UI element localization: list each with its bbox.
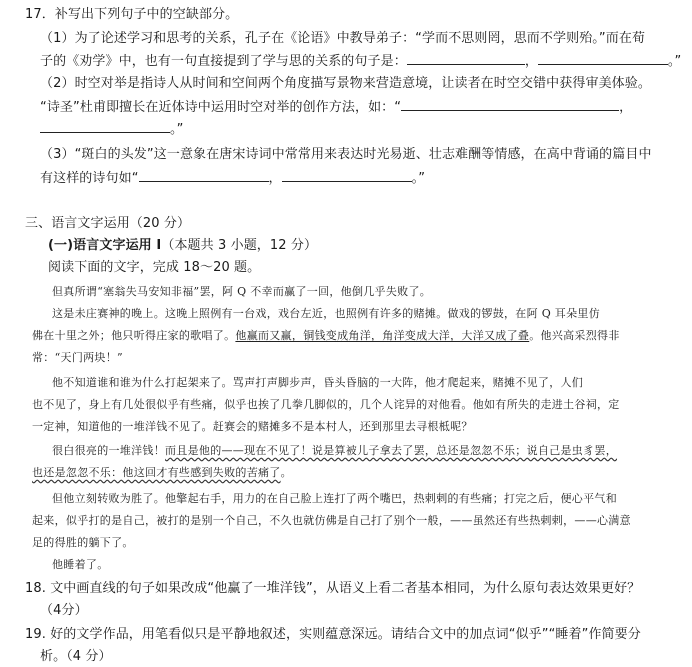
passage-line-4: 常：“天门两块！” bbox=[32, 351, 123, 364]
q17-part1-comma: ， bbox=[524, 54, 538, 69]
q17-stem: 17．补写出下列句子中的空缺部分。 bbox=[25, 7, 239, 22]
q17-part2-line2 bbox=[40, 97, 632, 117]
q17-part1-end: 。” bbox=[667, 54, 682, 69]
straight-underlined-sentence: 他赢而又赢，铜钱变成角洋，角洋变成大洋，大洋又成了叠 bbox=[235, 329, 530, 342]
q19-points: 析。（4 分） bbox=[40, 649, 112, 664]
passage-line-12: 足的得胜的躺下了。 bbox=[32, 536, 134, 549]
q17-part3-text: 有这样的诗句如“ bbox=[40, 171, 139, 186]
reading-instruction: 阅读下面的文字，完成 18～20 题。 bbox=[48, 260, 261, 275]
q19-line1: 19. 好的文学作品，用笔看似只是平静地叙述，实则蕴意深远。请结合文中的加点词“似乎”“睡着”作简要分 bbox=[25, 627, 641, 642]
sub-section-title: (一)语言文字运用 I bbox=[48, 238, 162, 253]
q18-points: （4分） bbox=[40, 603, 88, 618]
answer-blank-6[interactable] bbox=[282, 168, 412, 182]
passage-text: 。他兴高采烈得非 bbox=[529, 329, 620, 342]
section-title: 三、语言文字运用（20 分） bbox=[25, 216, 191, 231]
answer-blank-5[interactable] bbox=[139, 168, 269, 182]
passage-line-13: 他睡着了。 bbox=[52, 558, 109, 571]
sub-section-heading bbox=[48, 237, 317, 255]
q17-part3-line2 bbox=[40, 168, 425, 188]
passage-line-11: 起来，似乎打的是自己，被打的是别一个自己，不久也就仿佛是自己打了别个一般，——虽然还有些热剌剌，——心满意 bbox=[32, 514, 631, 527]
answer-blank-4[interactable] bbox=[40, 119, 170, 133]
passage-line-5: 他不知道谁和谁为什么打起架来了。骂声打声脚步声，昏头昏脑的一大阵，他才爬起来，赌摊不见了，人们 bbox=[52, 376, 584, 389]
q17-part3-line1: （3）“斑白的头发”这一意象在唐宋诗词中常常用来表达时光易逝、壮志难酬等情感，在高中背诵的篇目中 bbox=[40, 147, 652, 162]
answer-blank-3[interactable] bbox=[401, 97, 619, 111]
passage-line-6: 也不见了，身上有几处很似乎有些痛，似乎也挨了几拳几脚似的，几个人诧异的对他看。他如有所失的走进土谷祠，定 bbox=[32, 398, 620, 411]
q18-line1: 18. 文中画直线的句子如果改成“他赢了一堆洋钱”，从语义上看二者基本相同，为什么原句表达效果更好？ bbox=[25, 581, 641, 596]
passage-line-2: 这是未庄赛神的晚上。这晚上照例有一台戏，戏台左近，也照例有许多的赌摊。做戏的锣鼓，在阿 Q 耳朵里仿 bbox=[52, 307, 601, 320]
q17-part1-line2 bbox=[40, 51, 681, 71]
q17-part2-comma: ， bbox=[619, 100, 633, 115]
sub-section-note: （本题共 3 小题，12 分） bbox=[161, 238, 318, 253]
passage-line-7: 一定神，知道他的一堆洋钱不见了。赶赛会的赌摊多不是本村人，还到那里去寻根柢呢？ bbox=[32, 420, 473, 433]
passage-text: 佛在十里之外；他只听得庄家的歌唱了。 bbox=[32, 329, 236, 342]
wavy-underlined-sentence: 而且是他的——现在不见了！说是算被儿子拿去了罢，总还是忽忽不乐；说自己是虫豸罢， bbox=[165, 444, 617, 457]
passage-line-1: 但真所谓“塞翁失马安知非福”罢，阿 Q 不幸而赢了一回，他倒几乎失败了。 bbox=[52, 285, 432, 298]
q17-part2-end: 。” bbox=[170, 122, 184, 137]
passage-text: 。 bbox=[280, 466, 292, 479]
passage-line-10: 但他立刻转败为胜了。他擎起右手，用力的在自己脸上连打了两个嘴巴，热剌剌的有些痛；打完之后，便心平气和 bbox=[52, 492, 617, 505]
passage-line-3 bbox=[32, 328, 620, 344]
wavy-underlined-sentence-cont: 也还是忽忽不乐：他这回才有些感到失败的苦痛了 bbox=[32, 466, 281, 479]
q17-part2-text: “诗圣”杜甫即擅长在近体诗中运用时空对举的创作方法，如：“ bbox=[40, 100, 402, 115]
answer-blank-1[interactable] bbox=[407, 51, 525, 65]
q17-part1-text: 子的《劝学》中，也有一句直接提到了学与思的关系的句子是： bbox=[40, 54, 407, 69]
passage-line-8 bbox=[52, 443, 617, 459]
answer-blank-2[interactable] bbox=[538, 51, 668, 65]
q17-part3-end: 。” bbox=[411, 171, 426, 186]
passage-line-9 bbox=[32, 465, 292, 481]
q17-part1-line1: （1）为了论述学习和思考的关系，孔子在《论语》中教导弟子：“学而不思则罔，思而不学则殆。”而在荀 bbox=[40, 31, 646, 46]
passage-text: 很白很亮的一堆洋钱！ bbox=[52, 444, 165, 457]
q17-part2-line3 bbox=[40, 119, 183, 139]
q17-part3-comma: ， bbox=[268, 171, 282, 186]
q17-part2-line1: （2）时空对举是指诗人从时间和空间两个角度描写景物来营造意境，让读者在时空交错中获得审美体验。 bbox=[40, 76, 651, 91]
